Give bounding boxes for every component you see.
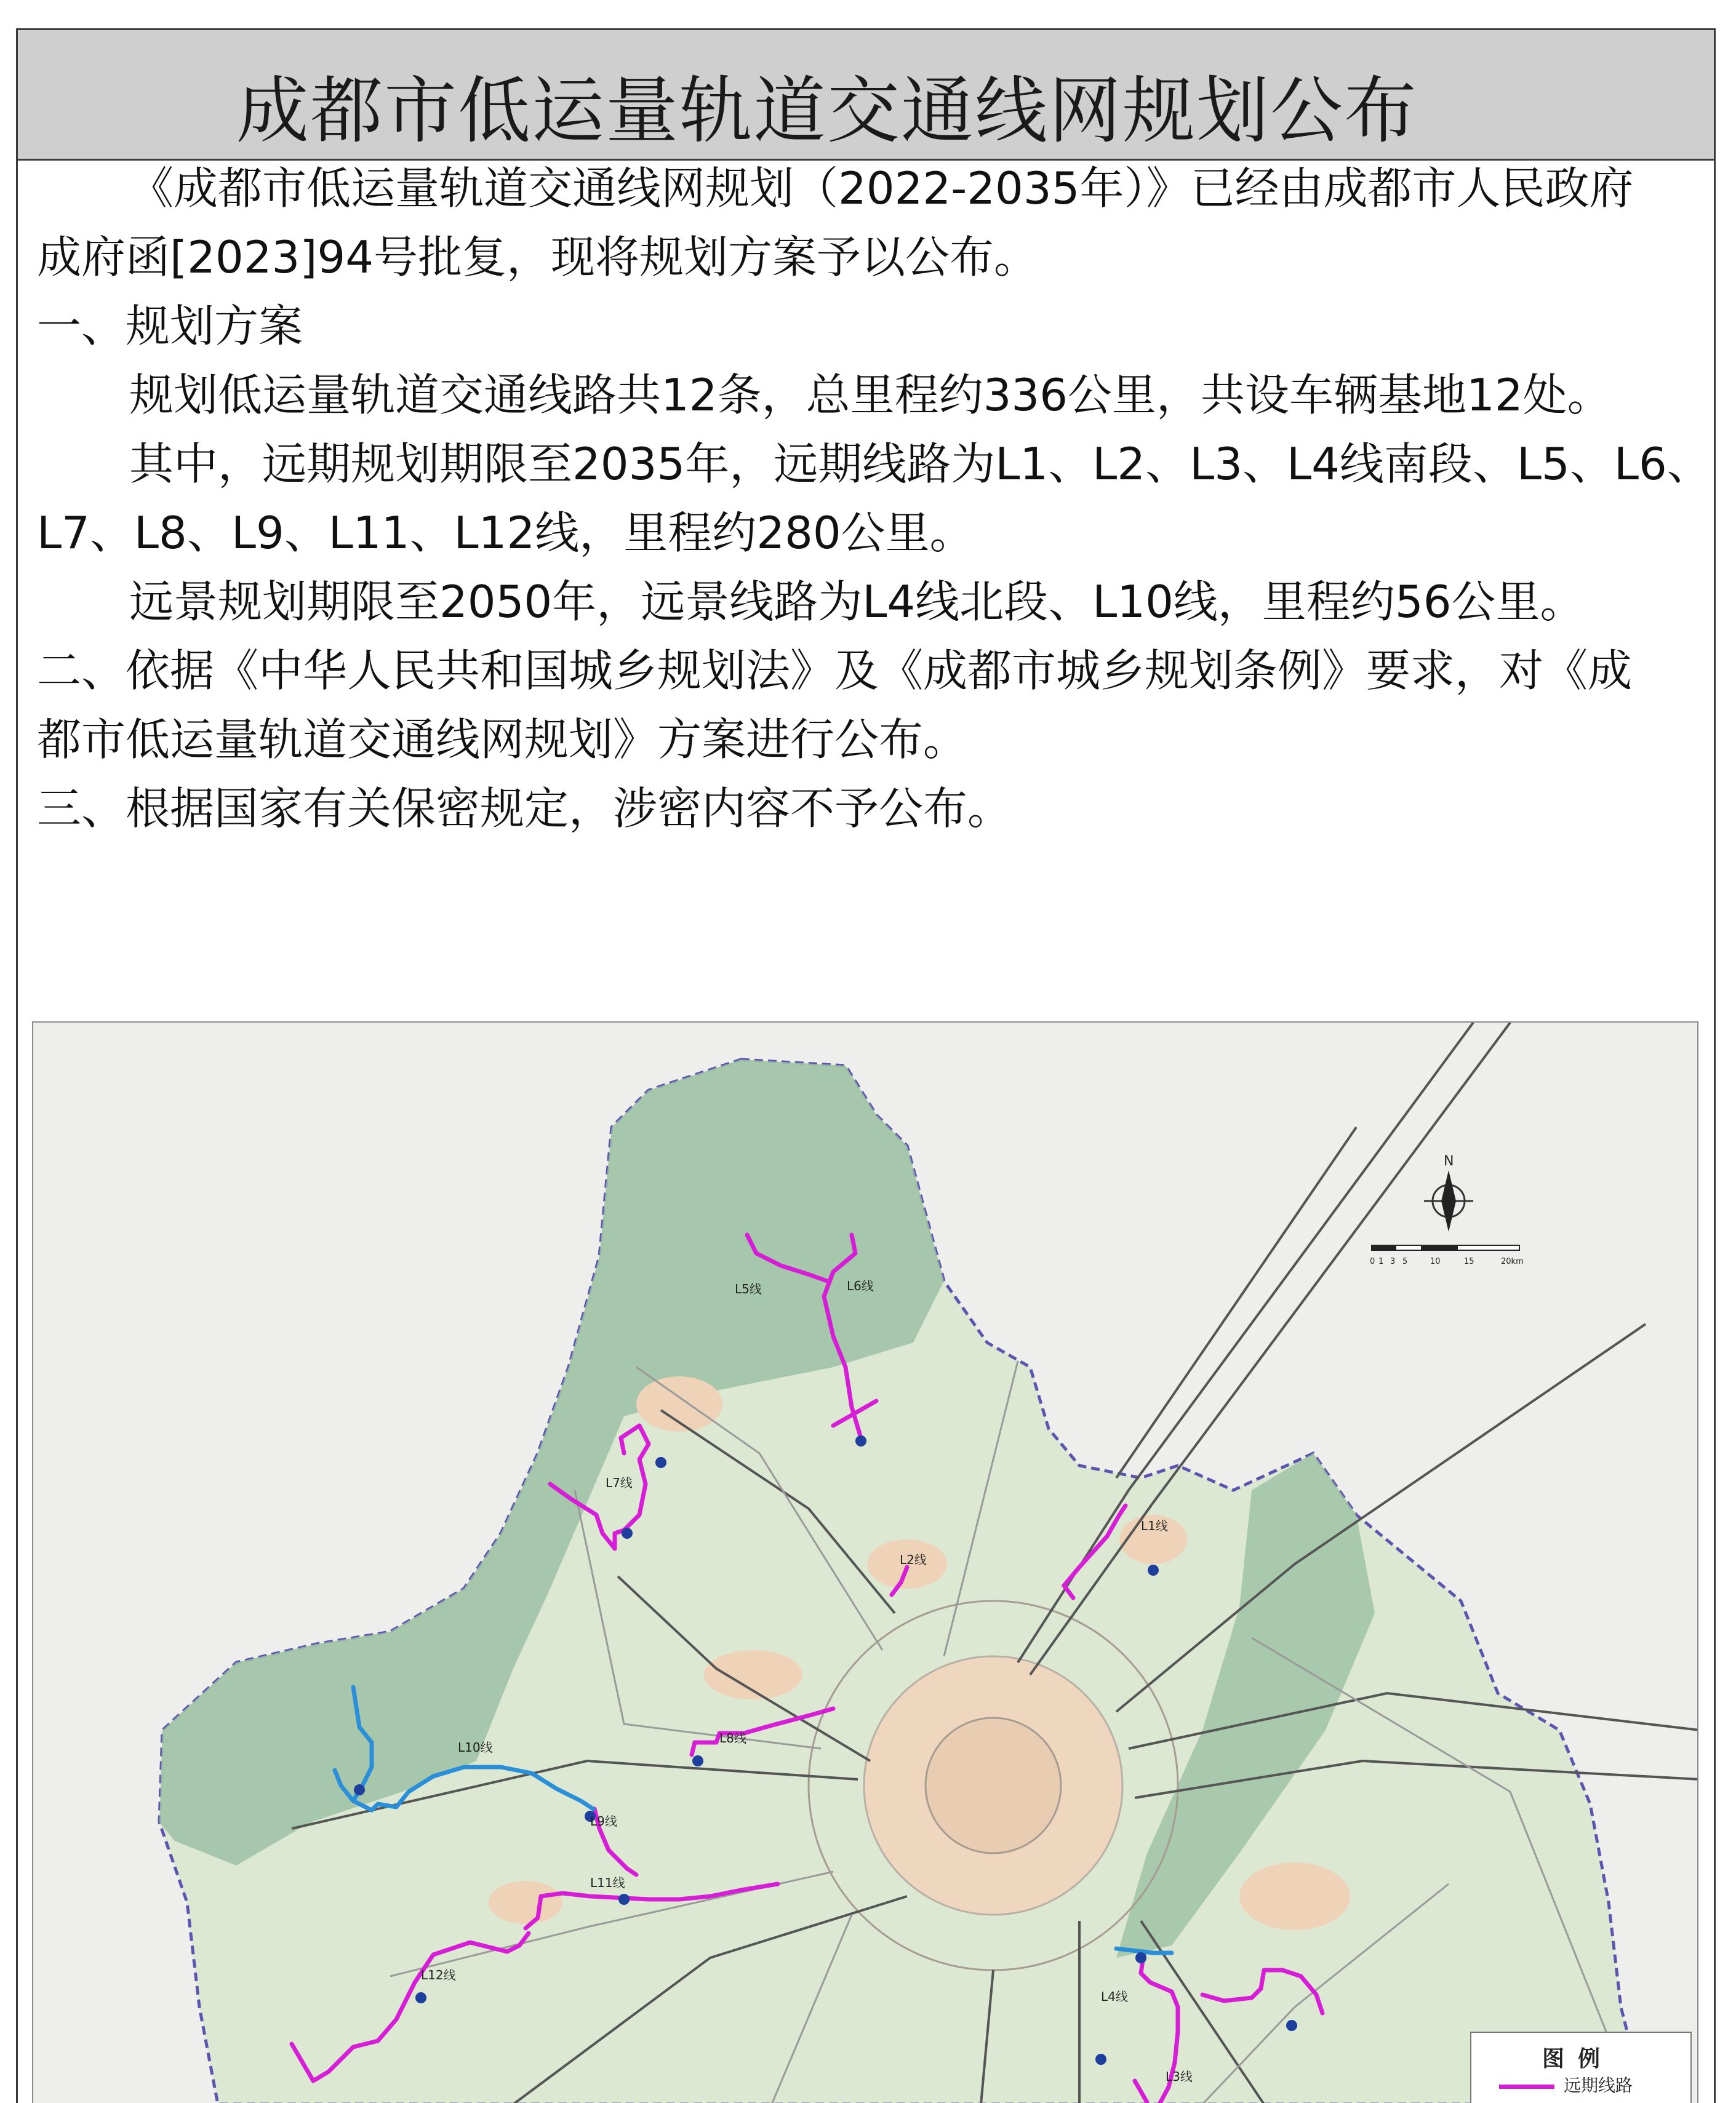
- network-plan-map: [32, 1021, 1698, 2103]
- label-l8: L8线: [719, 1731, 746, 1746]
- section-heading-plan: 一、规划方案: [37, 300, 303, 352]
- label-l1: L1线: [1141, 1518, 1168, 1533]
- paragraph-near-term-line1: 其中，远期规划期限至2035年，远期线路为L1、L2、L3、L4线南段、L5、L6、: [129, 438, 1711, 490]
- svg-text:15: 15: [1464, 1257, 1474, 1266]
- label-l9: L9线: [590, 1814, 617, 1829]
- paragraph-plan-summary: 规划低运量轨道交通线路共12条，总里程约336公里，共设车辆基地12处。: [129, 369, 1612, 421]
- label-l6: L6线: [847, 1279, 874, 1293]
- label-l12: L12线: [421, 1968, 456, 1982]
- section-heading-confidential: 三、根据国家有关保密规定，涉密内容不予公布。: [37, 783, 1012, 834]
- label-l11: L11线: [590, 1875, 625, 1890]
- svg-text:3: 3: [1390, 1257, 1396, 1266]
- announcement-body: [37, 154, 1711, 843]
- label-l7: L7线: [606, 1475, 633, 1490]
- label-l4: L4线: [1101, 1989, 1128, 2004]
- title-bar: [18, 30, 1714, 161]
- svg-text:0: 0: [1370, 1257, 1375, 1266]
- label-l10: L10线: [458, 1740, 493, 1755]
- paragraph-near-term-line2: L7、L8、L9、L11、L12线，里程约280公里。: [37, 507, 974, 559]
- section-heading-basis-line1: 二、依据《中华人民共和国城乡规划法》及《成都市城乡规划条例》要求，对《成: [37, 645, 1633, 696]
- paragraph-intro-line1: 《成都市低运量轨道交通线网规划（2022-2035年）》已经由成都市人民政府: [129, 162, 1634, 214]
- paragraph-intro-line2: 成府函[2023]94号批复，现将规划方案予以公布。: [37, 231, 1039, 283]
- svg-text:5: 5: [1402, 1257, 1408, 1266]
- label-l5: L5线: [735, 1282, 762, 1296]
- paragraph-long-term: 远景规划期限至2050年，远景线路为L4线北段、L10线，里程约56公里。: [129, 576, 1585, 628]
- north-label: N: [1444, 1154, 1454, 1169]
- svg-text:1: 1: [1378, 1257, 1384, 1266]
- map-legend: [1470, 2032, 1692, 2103]
- label-l2: L2线: [900, 1552, 927, 1567]
- page-title: 成都市低运量轨道交通线网规划公布: [236, 68, 1418, 153]
- legend-near-term-label: 远期线路: [1564, 2075, 1633, 2096]
- legend-title: 图例: [1542, 2046, 1614, 2072]
- svg-text:20km: 20km: [1501, 1257, 1524, 1266]
- label-l3: L3线: [1166, 2069, 1193, 2084]
- section-heading-basis-line2: 都市低运量轨道交通线网规划》方案进行公布。: [37, 714, 968, 765]
- map-canvas: [33, 1023, 1698, 2103]
- svg-text:10: 10: [1430, 1257, 1441, 1266]
- legend-near-term-swatch: [1499, 2085, 1554, 2089]
